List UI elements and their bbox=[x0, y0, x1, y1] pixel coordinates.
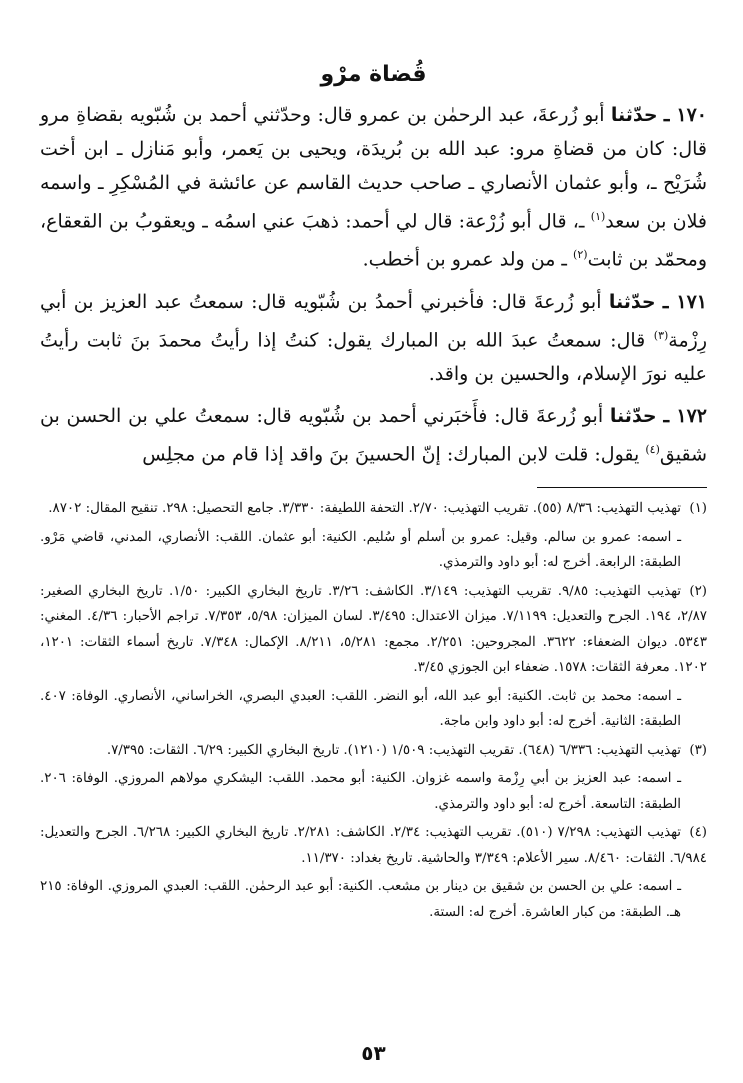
footnote bbox=[40, 496, 707, 522]
hadith-entry bbox=[40, 285, 707, 391]
entry-text: ـ، قال أبو زُرْعة: قال لي أحمد: ذهبَ عني اسمُه ـ ويعقوبُ بن القعقاع، ومحمّد بن ثابت bbox=[40, 210, 707, 271]
entry-text: قال: سمعتُ عبدَ الله بن المبارك يقول: كنتُ إذا رأيتُ محمدَ بنَ ثابت رأيتُ عليه نورَ الإسلام، والحسين بن واقد. bbox=[40, 328, 707, 385]
footnote-text: تهذيب التهذيب: ٧/٢٩٨ (٥١٠). تقريب التهذيب: ٢/٣٤. الكاشف: ٢/٢٨١. تاريخ البخاري الكبير: ٦/٢٦٨. الجرح والتعديل: ٦/٩٨٤. الثقات: ٨/٤٦٠. سير الأعلام: ٣/٣٤٩ والحاشية. تاريخ بغداد: ١١/٣٧٠. bbox=[40, 825, 707, 866]
footnote bbox=[40, 738, 707, 764]
footnotes bbox=[40, 496, 707, 925]
footnote-text: تهذيب التهذيب: ٨/٣٦ (٥٥). تقريب التهذيب: ٢/٧٠. التحفة اللطيفة: ٣/٣٣٠. جامع التحصيل: ٢٩٨. تنقيح المقال: ٨٧٠٢. bbox=[48, 501, 681, 517]
footnote-text: تهذيب التهذيب: ٦/٣٣٦ (٦٤٨). تقريب التهذيب: ١/٥٠٩ (١٢١٠). تاريخ البخاري الكبير: ٦/٢٩. الثقات: ٧/٣٩٥. bbox=[106, 742, 681, 758]
hadith-entry bbox=[40, 98, 707, 277]
footnote-text: تهذيب التهذيب: ٩/٨٥. تقريب التهذيب: ٣/١٤٩. الكاشف: ٣/٢٦. تاريخ البخاري الكبير: ١/٥٠. تاريخ البخاري الصغير: ٢/٨٧، ١٩٤. الجرح والتعديل: ٧/١١٩٩. ميزان الاعتدال: ٣/٤٩٥. لسان الميزان: ٥/٩٨، ٧/٣٥٣. تراجم الأحبار: ٤/٣٦. المغني: ٥٣٤٣. ديوان الضعفاء: ٣٦٢٢. المجروحين: ٢/٢٥١. مجمع: ٥/٢٨١، ٨/٢١١. الإكمال: ٧/٣٤٨. تاريخ أسماء الثقات: ١٢٠١، ١٢٠٢. معرفة الثقات: ١٥٧٨. ضعفاء ابن الجوزي ٣/٤٥. bbox=[40, 583, 707, 676]
entry-text: أبو زُرعةَ قال: فأَخبَرني أحمد بن شُبّويه قال: سمعتُ علي بن الحسن بن شقيق bbox=[40, 404, 707, 466]
footnote-name-line: ـ اسمه: محمد بن ثابت. الكنية: أبو عبد الله، أبو النضر. اللقب: العبدي البصري، الخراساني، الأنصاري. الوفاة: ٤٠٧. الطبقة: الثانية. أخرج له: أبو داود وابن ماجة. bbox=[40, 688, 681, 730]
footnote-mark: (٤) bbox=[689, 825, 708, 841]
entry-number: ١٧٢ ـ bbox=[663, 404, 708, 427]
page-title: قُضاة مرْو bbox=[320, 62, 427, 87]
footnote-name-line: ـ اسمه: عبد العزيز بن أبي رِزْمة واسمه غزوان. الكنية: أبو محمد. اللقب: اليشكري مولاهم المروزي. الوفاة: ٢٠٦. الطبقة: التاسعة. أخرج له: أبو داود والترمذي. bbox=[40, 771, 681, 812]
footnote-mark: (٢) bbox=[689, 583, 707, 599]
document-page bbox=[40, 0, 707, 1083]
page-number: ٥٣ bbox=[361, 1041, 386, 1065]
entry-number: ١٧٠ ـ bbox=[663, 104, 707, 126]
main-text bbox=[40, 98, 707, 471]
entry-text: يقول: قلت لابن المبارك: إنّ الحسينَ بنَ واقد إذا قام من مجلِس bbox=[142, 443, 640, 466]
footnote-mark: (١) bbox=[689, 501, 707, 517]
entry-text: أبو زُرعةَ، عبد الرحمٰن بن عمرو قال: وحدّثني أحمد بن شُبّويه بقضاةِ مرو قال: كان من قضاةِ مرو: عبد الله بن بُريدَة، ويحيى بن يَعمر، وأبو مَنازل ـ ابن أخت شُرَيْح ـ، وأبو عثمان الأنصاري ـ صاحب حديث القاسم عن عائشة في المُسْكِرِ ـ واسمه فلان بن سعد bbox=[40, 104, 708, 233]
footnote-name-line: ـ اسمه: عمرو بن سالم. وقيل: عمرو بن أسلم أو سُليم. الكنية: أبو عثمان. اللقب: الأنصاري، المدني، قاضي مَرْو. الطبقة: الرابعة. أخرج له: أبو داود والترمذي. bbox=[40, 529, 681, 571]
entry-keyword: حدّثنا bbox=[608, 290, 656, 313]
entry-keyword: حدّثنا bbox=[610, 104, 658, 126]
footnote-divider bbox=[537, 487, 707, 488]
entry-text: أبو زُرعةَ قال: فأخبرني أحمدُ بن شُبّويه قال: سمعتُ عبد العزيز بن أبي رِزْمة bbox=[40, 290, 707, 351]
entry-keyword: حدّثنا bbox=[609, 404, 657, 427]
hadith-entry bbox=[40, 399, 707, 471]
entry-number: ١٧١ ـ bbox=[662, 290, 707, 313]
footnote-mark: (٣) bbox=[689, 742, 707, 758]
footnote-ref[interactable]: (٣) bbox=[653, 328, 669, 342]
footnote-ref[interactable]: (٢) bbox=[573, 248, 588, 262]
footnote-ref[interactable]: (١) bbox=[590, 210, 606, 223]
footnote-ref[interactable]: (٤) bbox=[645, 442, 660, 456]
entry-text: ـ من ولد عمرو بن أخطب. bbox=[362, 248, 567, 271]
footnote-name-line: ـ اسمه: علي بن الحسن بن شقيق بن دينار بن مشعب. الكنية: أبو عبد الرحمٰن. اللقب: العبدي المروزي. الوفاة: ٢١٥ هـ. الطبقة: من كبار العاشرة. أخرج له: الستة. bbox=[40, 879, 681, 920]
footnote bbox=[40, 579, 707, 681]
footnote bbox=[40, 820, 707, 871]
